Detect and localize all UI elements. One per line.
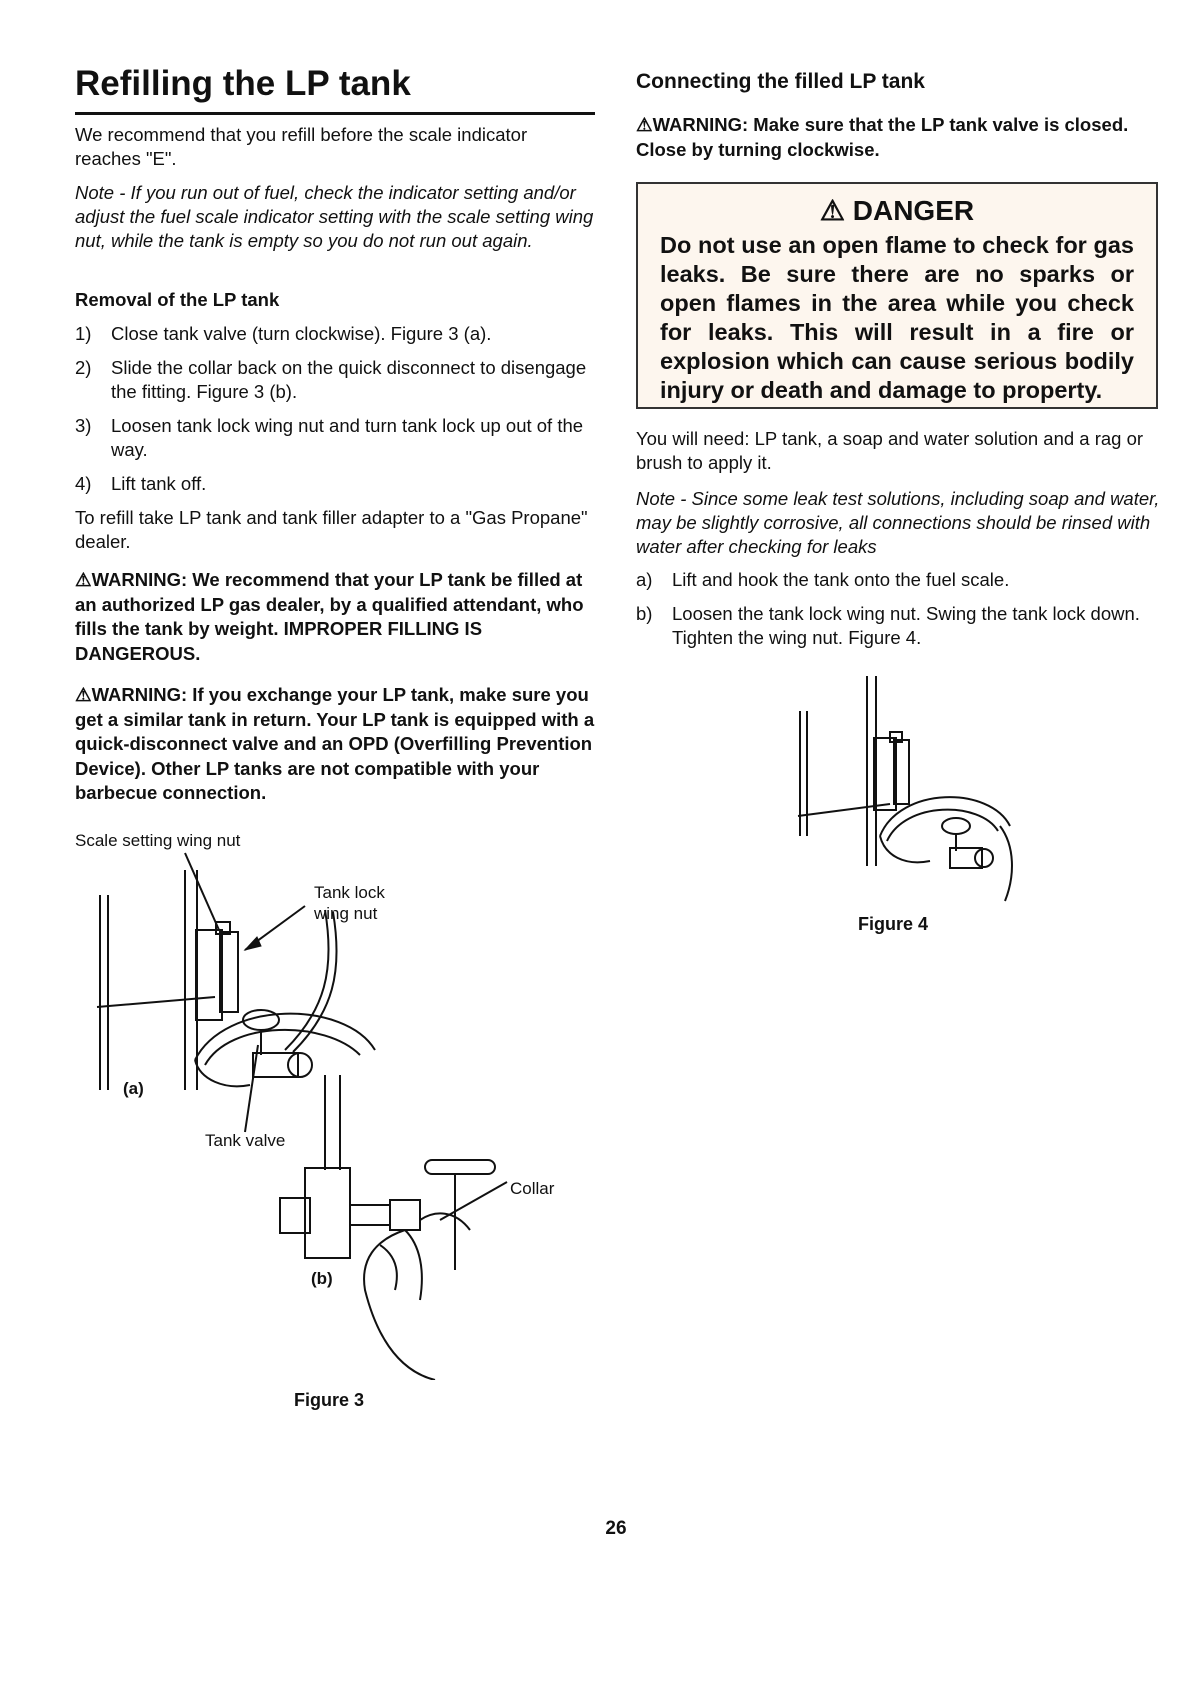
warning-icon: ⚠ — [75, 684, 92, 705]
refill-text: To refill take LP tank and tank filler adapter to a "Gas Propane" dealer. — [75, 507, 588, 552]
label-a: (a) — [123, 1079, 144, 1098]
label-tank-lock-1: Tank lock — [314, 883, 385, 902]
step-number: 3) — [75, 415, 92, 436]
list-item — [636, 568, 1161, 592]
step-text: Lift tank off. — [111, 473, 207, 494]
warning-icon: ⚠ — [819, 195, 845, 226]
warning-exchange-tank: ⚠WARNING: If you exchange your LP tank, make sure you get a similar tank in return. Your LP tank is equipped with a quick-disconnect valve and an OPD (Overfilling Prevention Device). Other LP tanks are not compatible with your barbecue connection. — [75, 684, 595, 803]
step-number: 4) — [75, 473, 92, 494]
step-number: 1) — [75, 323, 92, 344]
danger-box — [636, 182, 1158, 409]
list-item — [75, 356, 595, 404]
step-text: Slide the collar back on the quick disconnect to disengage the fitting. Figure 3 (b). — [111, 357, 587, 402]
page-number: 26 — [605, 1518, 627, 1539]
warning-valve-closed: ⚠WARNING: Make sure that the LP tank valve is closed. Close by turning clockwise. — [636, 114, 1129, 160]
step-number: 2) — [75, 357, 92, 378]
list-item — [75, 414, 595, 462]
page-title: Refilling the LP tank — [75, 62, 595, 115]
danger-heading: ⚠ DANGER — [819, 195, 975, 226]
step-text: Loosen the tank lock wing nut. Swing the tank lock down. Tighten the wing nut. Figure 4. — [672, 603, 1140, 648]
label-tank-valve: Tank valve — [205, 1131, 286, 1150]
step-number: a) — [636, 569, 653, 590]
label-scale-wing-nut: Scale setting wing nut — [75, 831, 241, 850]
warning-icon: ⚠ — [75, 569, 92, 590]
figure-4-caption: Figure 4 — [858, 914, 929, 934]
list-item — [75, 472, 595, 496]
removal-heading: Removal of the LP tank — [75, 289, 280, 310]
warning-icon: ⚠ — [636, 114, 653, 135]
intro-text: We recommend that you refill before the scale indicator reaches "E". — [75, 124, 528, 169]
danger-text: Do not use an open flame to check for gas leaks. Be sure there are no sparks or open flames in the area while you check for leaks. This will result in a fire or explosion which can cause serious bodily injury or death and damage to property. — [660, 232, 1134, 403]
step-text: Close tank valve (turn clockwise). Figure 3 (a). — [111, 323, 492, 344]
figure-3-illustration — [75, 850, 535, 1380]
label-collar: Collar — [510, 1179, 555, 1198]
step-text: Lift and hook the tank onto the fuel scale. — [672, 569, 1010, 590]
list-item — [75, 322, 595, 346]
fuel-note: Note - If you run out of fuel, check the indicator setting and/or adjust the fuel scale indicator setting with the scale setting wing nut, while the tank is empty so you do not run out again. — [75, 182, 594, 251]
step-number: b) — [636, 603, 653, 624]
figure-3-caption: Figure 3 — [294, 1390, 365, 1410]
leak-note: Note - Since some leak test solutions, including soap and water, may be slightly corrosive, all connections should be rinsed with water after checking for leaks — [636, 488, 1160, 557]
label-b: (b) — [311, 1269, 333, 1288]
label-tank-lock-2: wing nut — [314, 904, 378, 923]
need-text: You will need: LP tank, a soap and water solution and a rag or brush to apply it. — [636, 428, 1144, 473]
section-title: Connecting the filled LP tank — [636, 70, 925, 93]
removal-steps — [75, 322, 595, 506]
list-item — [636, 602, 1161, 650]
step-text: Loosen tank lock wing nut and turn tank lock up out of the way. — [111, 415, 584, 460]
connect-steps — [636, 568, 1161, 660]
warning-authorized-dealer: ⚠WARNING: We recommend that your LP tank be filled at an authorized LP gas dealer, by a qualified attendant, who fills the tank by weight. IMPROPER FILLING IS DANGEROUS. — [75, 569, 584, 664]
figure-4-illustration — [790, 676, 1030, 906]
